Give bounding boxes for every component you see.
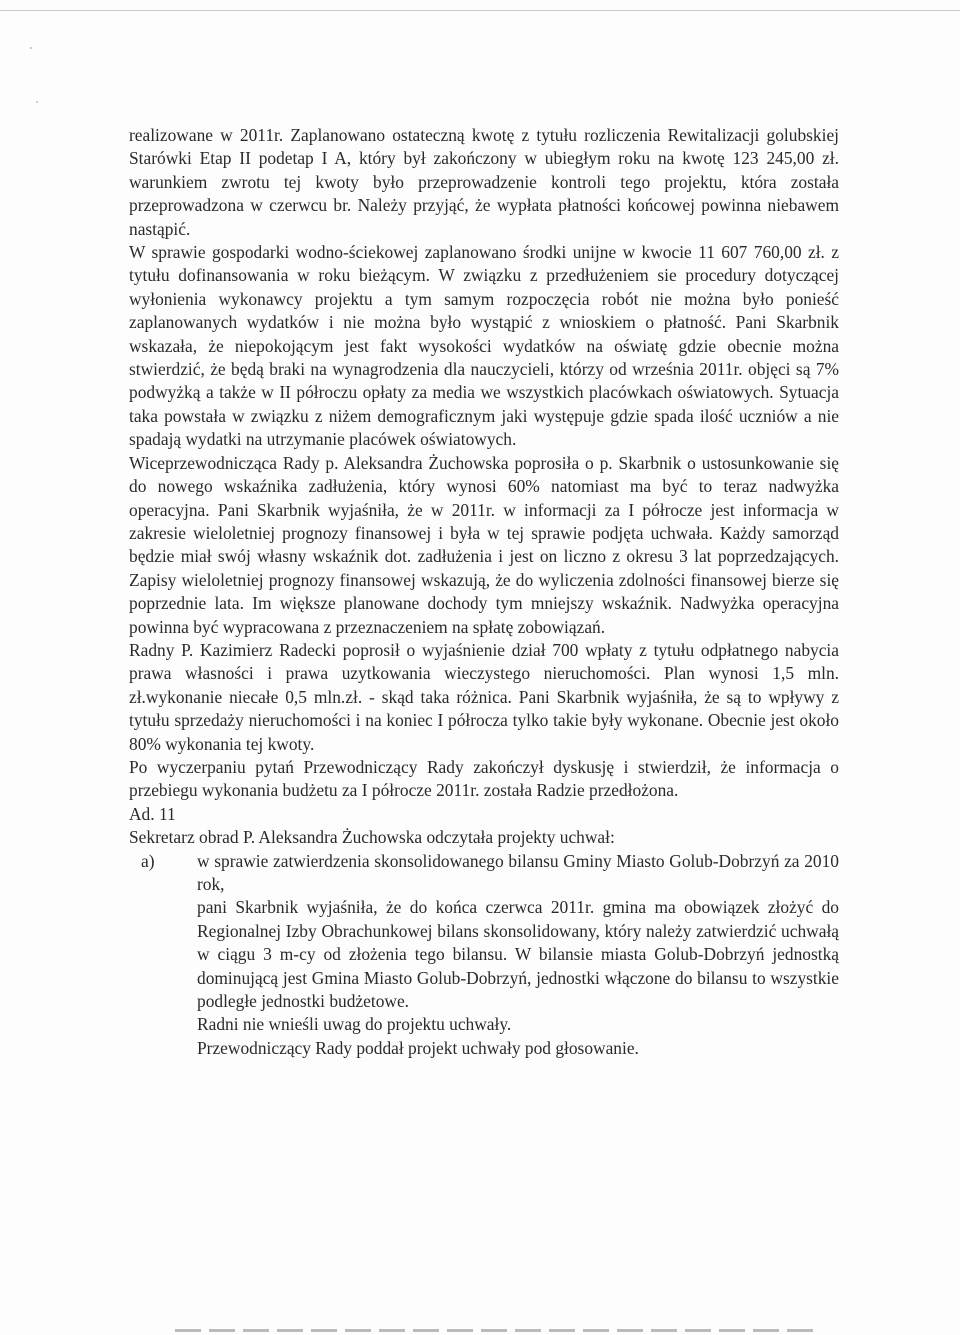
section-heading-ad-11: Ad. 11: [129, 803, 176, 824]
paragraph-zakonczenie-dyskusji: Po wyczerpaniu pytań Przewodniczący Rady zakończył dyskusję i stwierdził, że informacja o przebiegu wykonania budżetu za I półrocze 2011r. została Radzie przedłożona.: [129, 756, 839, 801]
scan-speck: [30, 47, 32, 49]
scan-speck: [36, 101, 38, 103]
paragraph-dzial-700: Radny P. Kazimierz Radecki poprosił o wyjaśnienie dział 700 wpłaty z tytułu odpłatnego nabycia prawa własności i prawa uzytkowania wieczystego nieruchomości. Plan wynosi 1,5 mln. zł.wykonanie niecałe 0,5 mln.zł. - skąd taka różnica. Pani Skarbnik wyjaśniła, że są to wpływy z tytułu sprzedaży nieruchomości i na koniec I półrocza tylko takie były wykonane. Obecnie jest około 80% wykonania tej kwoty.: [129, 639, 839, 754]
list-item-title: w sprawie zatwierdzenia skonsolidowanego bilansu Gminy Miasto Golub-Dobrzyń za 2010 rok,: [197, 850, 839, 894]
paragraph-rewitalizacja: realizowane w 2011r. Zaplanowano ostateczną kwotę z tytułu rozliczenia Rewitalizacji golubskiej Starówki Etap II podetap I A, który był zakończony w ubiegłym roku na kwotę 123 245,00 zł. warunkiem zwrotu tej kwoty było przeprowadzenie kontroli tego projektu, która została przeprowadzona w czerwcu br. Należy przyjąć, że wypłata płatności końcowej powinna niebawem nastąpić.: [129, 125, 839, 239]
document-body: [129, 124, 839, 1060]
scan-bottom-edge: [175, 1329, 815, 1332]
paragraph-projekty-uchwal: Sekretarz obrad P. Aleksandra Żuchowska odczytała projekty uchwał:: [129, 827, 615, 848]
list-item-no-remarks: Radni nie wnieśli uwag do projektu uchwały.: [197, 1014, 512, 1035]
list-item-explanation: pani Skarbnik wyjaśniła, że do końca czerwca 2011r. gmina ma obowiązek złożyć do Regionalnej Izby Obrachunkowej bilans skonsolidowany, który należy zatwierdzić uchwałą w ciągu 3 m-cy od złożenia tego bilansu. W bilansie miasta Golub-Dobrzyń jednostką dominującą jest Gmina Miasto Golub-Dobrzyń, jednostki włączone do bilansu to wszystkie podległe jednostki budżetowe.: [197, 897, 839, 1012]
scan-top-edge: [0, 10, 960, 11]
paragraph-wskaznik-zadluzenia: Wiceprzewodnicząca Rady p. Aleksandra Żuchowska poprosiła o p. Skarbnik o ustosunkowanie się do nowego wskaźnika zadłużenia, który wynosi 60% natomiast ma być to teraz nadwyżka operacyjna. Pani Skarbnik wyjaśniła, że w 2011r. w informacji za I półrocze jest informacja w zakresie wieloletniej prognozy finansowej i była w tej sprawie podjęta uchwała. Każdy samorząd będzie miał swój własny wskaźnik dot. zadłużenia i jest on liczno z okresu 3 lat poprzedzających. Zapisy wieloletniej prognozy finansowej wskazują, że do wyliczenia zdolności finansowej bierze się poprzednie lata. Im większe planowane dochody tym mniejszy wskaźnik. Nadwyżka operacyjna powinna być wypracowana z przeznaczeniem na spłatę zobowiązań.: [129, 452, 839, 637]
list-item: [141, 850, 839, 897]
paragraph-gospodarka-wodno-sciekowa: W sprawie gospodarki wodno-ściekowej zaplanowano środki unijne w kwocie 11 607 760,00 zł. z tytułu dofinansowania w roku bieżącym. W związku z przedłużeniem sie procedury dotyczącej wyłonienia wykonawcy projektu a tym samym rozpoczęcia robót nie można było ponieść zaplanowanych wydatków i nie można było wystąpić z wnioskiem o płatność. Pani Skarbnik wskazała, że niepokojącym jest fakt wysokości wydatków na oświatę gdzie obecnie można stwierdzić, że będą braki na wynagrodzenia dla nauczycieli, którzy od września 2011r. objęci są 7% podwyżką a także w II półroczu opłaty za media we wszystkich placówkach oświatowych. Sytuacja taka powstała w związku z niżem demograficznym jaki występuje gdzie spada ilość uczniów a nie spadają wydatki na utrzymanie placówek oświatowych.: [129, 242, 839, 450]
list-item-vote: Przewodniczący Rady poddał projekt uchwały pod głosowanie.: [197, 1037, 639, 1058]
list-marker: a): [141, 850, 155, 871]
